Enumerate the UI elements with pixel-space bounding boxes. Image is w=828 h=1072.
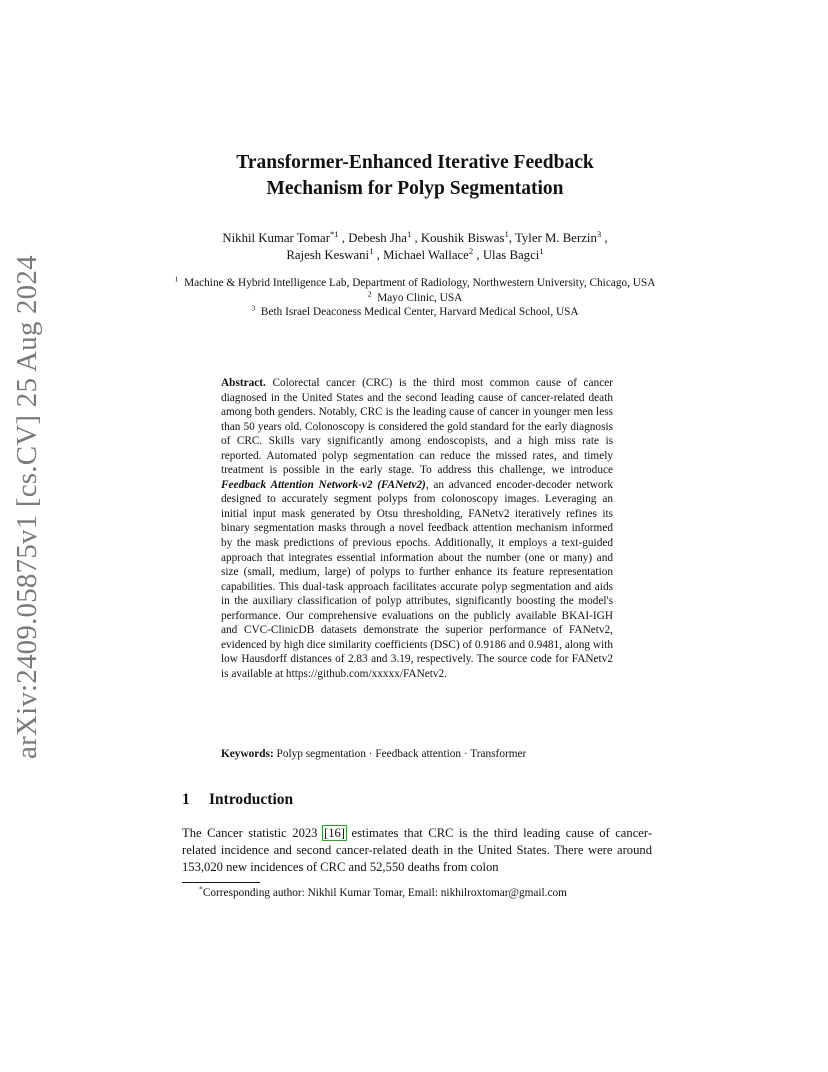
intro-text-after: estimates that CRC is the third leading cause of cancer-related incidence and second cancer-related death in the United States. There were around 153,020 new incidences of CRC and 52,550 deaths from colon (182, 826, 653, 874)
affiliation-mark: 3 (251, 303, 256, 313)
intro-text-before: The Cancer statistic 2023 (182, 826, 318, 840)
author-affil-mark: 1 (369, 245, 374, 256)
affiliation-mark: 2 (367, 288, 372, 298)
abstract-text-part-2: , an advanced encoder-decoder network designed to accurately segment polyps from colonoscopy images. Leveraging an initial input mask generated by Otsu thresholding, FANetv2 iteratively refines its binary segmentation masks through a novel feedback attention mechanism informed by the mask predictions of previous epochs. Additionally, it employs a text-guided approach that integrates essential information about the number (one or many) and size (small, medium, large) of polyps to further enhance its feature representation capabilities. This dual-task approach facilitates accurate polyp segmentation and aids in the auxiliary classification of polyp attributes, significantly boosting the model's performance. Our comprehensive evaluations on the publicly available BKAI-IGH and CVC-ClinicDB datasets demonstrate the superior performance of FANetv2, evidenced by high dice similarity coefficients (DSC) of 0.9186 and 0.9481, along with low Hausdorff distances of 2.83 and 3.19, respectively. The source code for FANetv2 is available at https://github.com/xxxxx/FANetv2. (221, 478, 613, 680)
keywords (221, 747, 613, 762)
affiliation-1 (170, 276, 660, 291)
author-line-2: Rajesh Keswani$^1$ , Michael Wallace$^2$ , Ulas Bagci$^1$ (286, 245, 544, 262)
title-line-1: Transformer-Enhanced Iterative Feedback (236, 152, 594, 173)
abstract-text-part-1: Colorectal cancer (CRC) is the third most common cause of cancer diagnosed in the United States and the second leading cause of cancer-related death among both genders. Notably, CRC is the leading cause of cancer in younger men less than 50 years old. Colonoscopy is considered the gold standard for the early diagnosis of CRC. Skills vary significantly among endoscopists, and a high miss rate is reported. Automated polyp segmentation can reduce the missed rates, and timely treatment is possible in the early stage. To address this challenge, we introduce (221, 377, 613, 477)
footnote-divider (182, 882, 260, 883)
author-name: Rajesh Keswani (286, 248, 370, 262)
affiliation-text: Mayo Clinic, USA (377, 291, 463, 304)
keywords-label: Keywords: (221, 748, 274, 760)
author-affil-mark: 1 (539, 245, 544, 256)
arxiv-stamp: arXiv:2409.05875v1 [cs.CV] 25 Aug 2024 (11, 255, 43, 759)
author-affil-mark: 1 (504, 228, 509, 239)
abstract-model-name: Feedback Attention Network-v2 (FANetv2) (221, 478, 426, 491)
affiliation-text: Machine & Hybrid Intelligence Lab, Department of Radiology, Northwestern University, Chicago, USA (184, 277, 656, 289)
author-name: Nikhil Kumar Tomar (222, 231, 330, 245)
section-title: Introduction (209, 791, 294, 808)
footnote (199, 886, 669, 900)
affiliation-mark: 1 (174, 274, 179, 284)
paper-title (160, 150, 670, 202)
author-list (150, 230, 680, 264)
author-name: Tyler M. Berzin (514, 231, 597, 245)
author-name: Ulas Bagci (482, 248, 540, 262)
affiliation-list (170, 276, 660, 320)
abstract-label: Abstract. (221, 377, 266, 389)
section-number: 1 (182, 791, 190, 808)
footnote-mark: * (199, 884, 203, 894)
author-name: Michael Wallace (383, 248, 469, 262)
author-name: Koushik Biswas (420, 231, 505, 245)
affiliation-2 (170, 288, 660, 306)
citation-link[interactable]: [16] (324, 826, 345, 840)
author-affil-mark: *1 (330, 228, 339, 239)
section-heading (182, 790, 293, 810)
affiliation-text: Beth Israel Deaconess Medical Center, Harvard Medical School, USA (260, 306, 579, 319)
title-line-2: Mechanism for Polyp Segmentation (266, 178, 564, 199)
affiliation-3 (170, 305, 660, 320)
author-affil-mark: 2 (468, 245, 474, 256)
intro-paragraph (182, 825, 652, 876)
author-affil-mark: 3 (596, 228, 602, 239)
author-name: Debesh Jha (348, 231, 407, 245)
footnote-text: Corresponding author: Nikhil Kumar Tomar, Email: nikhilroxtomar@gmail.com (202, 887, 567, 899)
author-line-1: Nikhil Kumar Tomar$^{*1}$ , Debesh Jha$^1$ , Koushik Biswas$^1$, Tyler M. Berzin$^3$ , (222, 228, 608, 245)
author-affil-mark: 1 (406, 228, 412, 239)
keywords-text: Polyp segmentation · Feedback attention · Transformer (276, 748, 527, 760)
abstract (221, 376, 613, 681)
